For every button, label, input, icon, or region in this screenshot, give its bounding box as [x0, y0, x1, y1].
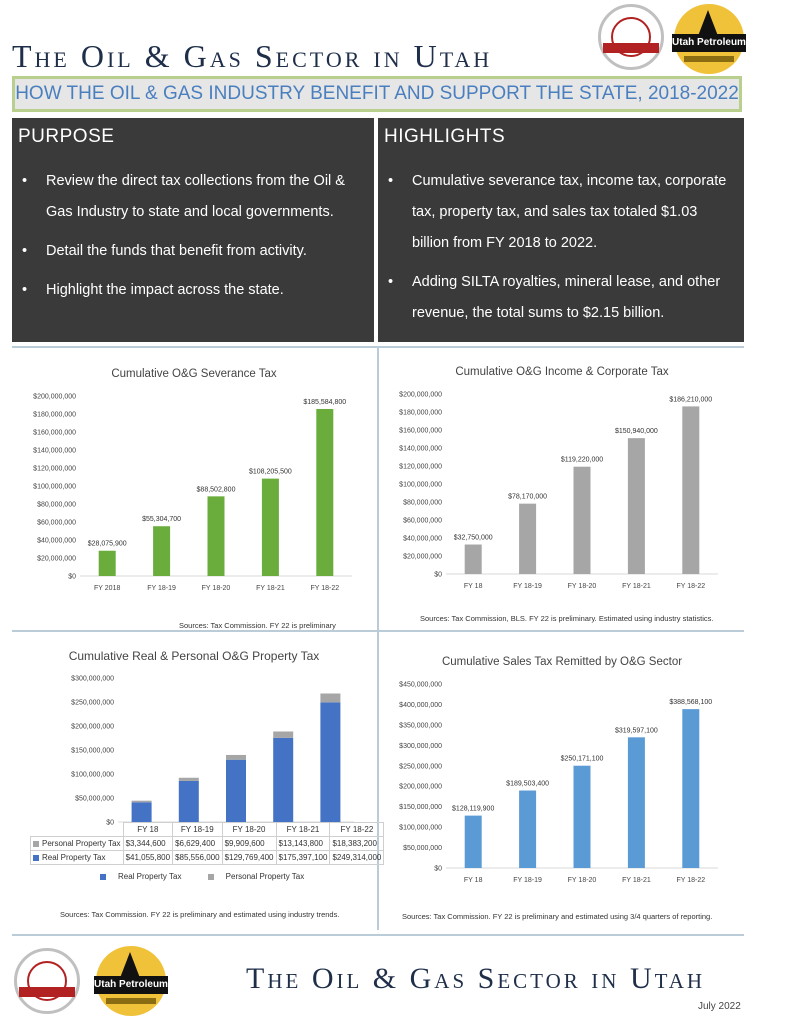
- legend-swatch: [33, 841, 39, 847]
- y-tick-label: $200,000,000: [71, 723, 114, 731]
- bar: [628, 438, 645, 574]
- association-logo: [598, 4, 664, 70]
- footer-title: The Oil & Gas Sector in Utah: [246, 962, 706, 995]
- bar: [320, 702, 340, 822]
- bar: [179, 778, 199, 781]
- x-tick-label: FY 18-20: [567, 583, 597, 590]
- data-label: $128,119,900: [452, 805, 495, 813]
- sales-tax-chart: [380, 644, 744, 934]
- chart-source: Sources: Tax Commission. FY 22 is preliminary and estimated using 3/4 quarters of reporting.: [402, 912, 713, 921]
- y-tick-label: $100,000,000: [71, 771, 114, 779]
- data-label: $189,503,400: [506, 780, 550, 788]
- y-tick-label: $100,000,000: [33, 483, 76, 491]
- data-label: $319,597,100: [614, 727, 658, 735]
- data-label: $108,205,500: [248, 468, 292, 476]
- legend-item: Real Property Tax: [100, 872, 193, 881]
- bar: [320, 694, 340, 703]
- x-tick-label: FY 18-21: [256, 585, 285, 592]
- table-cell: $129,769,400: [222, 851, 276, 865]
- y-tick-label: $50,000,000: [403, 845, 442, 853]
- table-cell: $41,055,800: [123, 851, 173, 865]
- income-corporate-tax-chart: [380, 360, 744, 630]
- chart-title: Cumulative O&G Income & Corporate Tax: [455, 366, 669, 378]
- bar: [519, 504, 536, 574]
- highlights-list: [384, 166, 730, 337]
- y-tick-label: $200,000,000: [399, 783, 442, 791]
- highlights-title: HIGHLIGHTS: [384, 126, 506, 147]
- list-item: • Highlight the impact across the state.: [22, 282, 284, 298]
- purpose-title: PURPOSE: [18, 126, 115, 147]
- bar: [132, 802, 152, 822]
- y-tick-label: $20,000,000: [37, 555, 76, 563]
- x-tick-label: FY 18: [463, 583, 483, 590]
- header-logos: [598, 4, 748, 74]
- table-cell: $9,909,600: [222, 837, 276, 851]
- divider: [12, 630, 744, 632]
- bar: [519, 791, 536, 868]
- page-title: The Oil & Gas Sector in Utah: [12, 38, 493, 74]
- table-row: Real Property Tax $41,055,800 $85,556,000 $129,769,400 $175,397,100 $249,314,000: [31, 851, 384, 865]
- x-tick-label: FY 2018: [94, 585, 121, 592]
- y-tick-label: $80,000,000: [37, 501, 76, 509]
- y-tick-label: $250,000,000: [399, 763, 442, 771]
- list-item: • Cumulative severance tax, income tax, corporate tax, property tax, and sales tax totaled $1.03 billion from FY 2018 to 2022.: [388, 173, 727, 251]
- y-tick-label: $450,000,000: [399, 681, 442, 689]
- utah-petroleum-logo: [674, 4, 744, 74]
- data-label: $185,584,800: [303, 398, 347, 406]
- y-tick-label: $300,000,000: [399, 742, 442, 750]
- chart-plot: [14, 668, 374, 848]
- y-tick-label: $400,000,000: [399, 701, 442, 709]
- x-tick-label: FY 18-19: [513, 877, 542, 884]
- y-tick-label: $120,000,000: [33, 465, 76, 473]
- y-tick-label: $200,000,000: [33, 393, 76, 401]
- y-tick-label: $0: [68, 573, 76, 581]
- x-tick-label: FY 18-20: [201, 585, 231, 592]
- data-label: $78,170,000: [508, 493, 548, 501]
- table-header: FY 18-20: [222, 823, 276, 837]
- y-tick-label: $160,000,000: [33, 429, 76, 437]
- y-tick-label: $140,000,000: [399, 445, 442, 453]
- data-label: $150,940,000: [614, 428, 658, 436]
- y-tick-label: $50,000,000: [75, 795, 114, 803]
- bar: [682, 709, 699, 868]
- chart-plot: [380, 380, 744, 620]
- data-label: $250,171,100: [560, 755, 604, 763]
- data-label: $88,502,800: [196, 486, 236, 494]
- data-label: $119,220,000: [560, 456, 604, 464]
- y-tick-label: $350,000,000: [399, 722, 442, 730]
- table-header: FY 18-22: [330, 823, 384, 837]
- table-cell: $175,397,100: [276, 851, 330, 865]
- table-header: FY 18-19: [173, 823, 223, 837]
- divider: [12, 934, 744, 936]
- chart-title: Cumulative Sales Tax Remitted by O&G Sector: [441, 656, 683, 668]
- x-tick-label: FY 18: [463, 877, 483, 884]
- footer-date: July 2022: [698, 1001, 741, 1012]
- bar: [465, 816, 482, 868]
- y-tick-label: $180,000,000: [399, 409, 442, 417]
- bar: [132, 801, 152, 803]
- y-tick-label: $140,000,000: [33, 447, 76, 455]
- property-tax-data-table: [30, 819, 384, 865]
- purpose-list: [18, 166, 360, 314]
- table-cell: $18,383,200: [330, 837, 384, 851]
- x-tick-label: FY 18-21: [622, 583, 651, 590]
- bar: [316, 409, 333, 576]
- x-tick-label: FY 18-22: [310, 585, 340, 592]
- chart-source: Sources: Tax Commission. FY 22 is preliminary and estimated using industry trends.: [60, 910, 340, 919]
- y-tick-label: $160,000,000: [399, 427, 442, 435]
- chart-plot: [14, 382, 374, 622]
- data-label: $388,568,100: [669, 699, 713, 707]
- y-tick-label: $100,000,000: [399, 824, 442, 832]
- data-label: $32,750,000: [453, 534, 493, 542]
- list-item: • Adding SILTA royalties, mineral lease, and other revenue, the total sums to $2.15 billion.: [388, 274, 721, 321]
- bar: [574, 467, 591, 574]
- y-tick-label: $20,000,000: [403, 553, 442, 561]
- bar: [262, 479, 279, 576]
- footer-logos: [12, 946, 172, 1016]
- y-tick-label: $40,000,000: [403, 535, 442, 543]
- y-tick-label: $300,000,000: [71, 675, 114, 683]
- bar: [179, 781, 199, 822]
- table-cell: $6,629,400: [173, 837, 223, 851]
- table-header: FY 18: [123, 823, 173, 837]
- bar: [208, 496, 225, 576]
- chart-plot: [380, 674, 744, 914]
- y-tick-label: $40,000,000: [37, 537, 76, 545]
- bar: [682, 406, 699, 574]
- bar: [273, 732, 293, 738]
- y-tick-label: $180,000,000: [33, 411, 76, 419]
- table-header: FY 18-21: [276, 823, 330, 837]
- y-tick-label: $0: [106, 819, 114, 827]
- data-label: $55,304,700: [142, 516, 182, 524]
- table-cell: $3,344,600: [123, 837, 173, 851]
- y-tick-label: $0: [434, 865, 442, 873]
- data-label: $186,210,000: [669, 396, 713, 404]
- page-subtitle: HOW THE OIL & GAS INDUSTRY BENEFIT AND SUPPORT THE STATE, 2018-2022: [12, 76, 742, 112]
- table-cell: $13,143,800: [276, 837, 330, 851]
- x-tick-label: FY 18-19: [147, 585, 176, 592]
- chart-source: Sources: Tax Commission, BLS. FY 22 is preliminary. Estimated using industry statistics.: [420, 614, 714, 623]
- list-item: • Detail the funds that benefit from activity.: [22, 243, 307, 259]
- y-tick-label: $150,000,000: [71, 747, 114, 755]
- bar: [226, 755, 246, 760]
- utah-petroleum-logo: [96, 946, 166, 1016]
- utah-petroleum-logo-text: Utah Petroleum: [672, 34, 746, 52]
- x-tick-label: FY 18-22: [676, 877, 706, 884]
- y-tick-label: $100,000,000: [399, 481, 442, 489]
- property-tax-chart: [14, 644, 374, 934]
- x-tick-label: FY 18-22: [676, 583, 706, 590]
- x-tick-label: FY 18-19: [513, 583, 542, 590]
- bar: [574, 766, 591, 868]
- x-tick-label: FY 18-20: [567, 877, 597, 884]
- table-row: Personal Property Tax $3,344,600 $6,629,400 $9,909,600 $13,143,800 $18,383,200: [31, 837, 384, 851]
- bar: [226, 760, 246, 822]
- data-label: $28,075,900: [87, 540, 127, 548]
- severance-tax-chart: [14, 360, 374, 630]
- y-tick-label: $60,000,000: [37, 519, 76, 527]
- bar: [465, 545, 482, 574]
- y-tick-label: $120,000,000: [399, 463, 442, 471]
- y-tick-label: $0: [434, 571, 442, 579]
- list-item: • Review the direct tax collections from the Oil & Gas Industry to state and local governments.: [22, 173, 345, 220]
- y-tick-label: $250,000,000: [71, 699, 114, 707]
- table-cell: $249,314,000: [330, 851, 384, 865]
- x-tick-label: FY 18-21: [622, 877, 651, 884]
- chart-source: Sources: Tax Commission. FY 22 is preliminary: [179, 621, 336, 630]
- bar: [99, 551, 116, 576]
- y-tick-label: $150,000,000: [399, 804, 442, 812]
- association-logo: [14, 948, 80, 1014]
- y-tick-label: $200,000,000: [399, 391, 442, 399]
- chart-title: Cumulative Real & Personal O&G Property Tax: [68, 649, 320, 663]
- table-cell: $85,556,000: [173, 851, 223, 865]
- highlights-panel: [378, 118, 744, 342]
- bar: [273, 738, 293, 822]
- purpose-panel: [12, 118, 374, 342]
- y-tick-label: $80,000,000: [403, 499, 442, 507]
- chart-legend: [100, 872, 328, 881]
- bar: [628, 737, 645, 868]
- bar: [153, 526, 170, 576]
- chart-title: Cumulative O&G Severance Tax: [111, 368, 277, 380]
- legend-item: Personal Property Tax: [208, 872, 317, 881]
- y-tick-label: $60,000,000: [403, 517, 442, 525]
- utah-petroleum-logo-text: Utah Petroleum: [94, 976, 168, 994]
- legend-swatch: [33, 855, 39, 861]
